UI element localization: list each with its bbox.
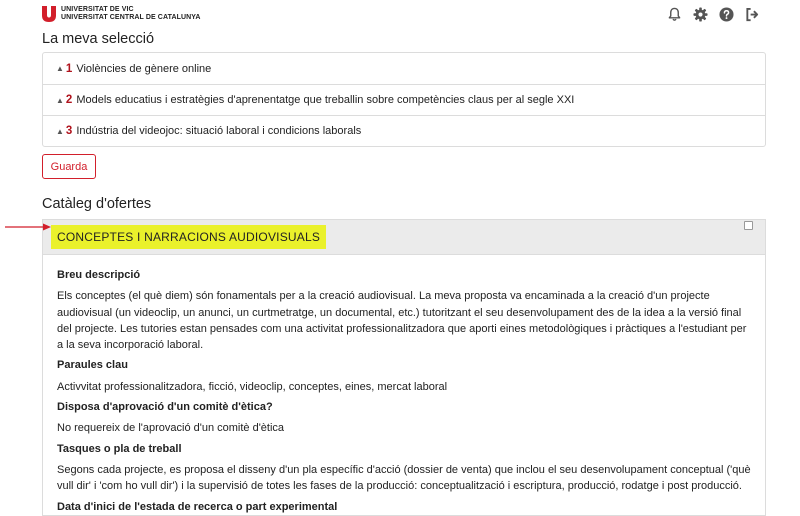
offer-title[interactable]: CONCEPTES I NARRACIONS AUDIOVISUALS xyxy=(51,225,326,249)
selection-item-number: 1 xyxy=(65,62,73,75)
selection-item-label: Violències de gènere online xyxy=(76,62,212,75)
selection-list xyxy=(42,52,766,147)
sort-handle-icon[interactable]: ▲︎ xyxy=(56,95,64,105)
sort-handle-icon[interactable]: ▲︎ xyxy=(56,64,64,73)
gear-icon[interactable] xyxy=(693,7,708,22)
red-arrow-annotation xyxy=(5,221,55,233)
catalog-title: Catàleg d'ofertes xyxy=(42,196,152,212)
logo-text xyxy=(61,6,201,22)
bell-icon[interactable] xyxy=(667,7,682,22)
university-logo[interactable] xyxy=(42,6,201,22)
help-icon[interactable] xyxy=(719,7,734,22)
selection-item-label: Models educatius i estratègies d'aprenentatge que treballin sobre competències claus per al segle XXI xyxy=(76,94,575,106)
description-heading: Breu descripció xyxy=(57,269,141,281)
sort-handle-icon[interactable]: ▲︎ xyxy=(56,126,64,136)
logo-line-1: UNIVERSITAT DE VIC xyxy=(61,6,134,13)
logo-line-2: UNIVERSITAT CENTRAL DE CATALUNYA xyxy=(61,14,201,21)
keywords-text: Activvitat professionalitzadora, ficció, videoclip, conceptes, eines, mercat laboral xyxy=(57,380,448,393)
selection-item-number: 2 xyxy=(65,94,73,106)
selection-item[interactable] xyxy=(43,115,765,146)
top-navbar xyxy=(0,0,800,30)
description-text: Els conceptes (el què diem) són fonamentals per a la creació audiovisual. La meva proposta va encaminada a la creació d'un projecte audiovisual (un videoclip, un anunci, un curtmetratge, un documental, etc.) tutoritzant el seu desenvolupament des de la idea a la versió final del projecte. Les tutories estan pensades com una activitat professionalitzadora que aporti eines metodològiques i pràctiques a l'estudiant per a la seva incorporació laboral. xyxy=(57,290,747,352)
selection-item[interactable] xyxy=(43,53,765,84)
ethics-heading: Disposa d'aprovació d'un comitè d'ètica? xyxy=(57,401,273,414)
header-actions xyxy=(667,7,760,22)
selection-item-number: 3 xyxy=(65,125,73,137)
tasks-text: Segons cada projecte, es proposa el disseny d'un pla específic d'acció (dossier de venta) que inclou el seu desenvolupament conceptual ('què vull dir' i 'com ho vull dir') i la supervisió de totes les fases de la producció: conceptualització i escriptura, producció, rodatge i post producció. xyxy=(57,463,751,493)
offer-body xyxy=(43,255,765,515)
keywords-heading: Paraules clau xyxy=(57,359,128,372)
tasks-heading: Tasques o pla de treball xyxy=(57,442,182,455)
save-button[interactable]: Guarda xyxy=(42,154,96,179)
start-date-heading: Data d'inici de l'estada de recerca o part experimental xyxy=(57,500,338,513)
logout-icon[interactable] xyxy=(745,7,760,22)
selection-item-label: Indústria del videojoc: situació laboral i condicions laborals xyxy=(76,125,362,137)
main-content xyxy=(42,30,766,516)
selection-item[interactable] xyxy=(43,84,765,115)
logo-u-icon xyxy=(42,6,56,22)
selection-title: La meva selecció xyxy=(42,31,155,47)
offer-card xyxy=(42,219,766,516)
ethics-text: No requereix de l'aprovació d'un comitè d'ètica xyxy=(57,422,285,435)
offer-select-checkbox[interactable] xyxy=(744,221,753,230)
offer-header[interactable] xyxy=(43,220,765,255)
